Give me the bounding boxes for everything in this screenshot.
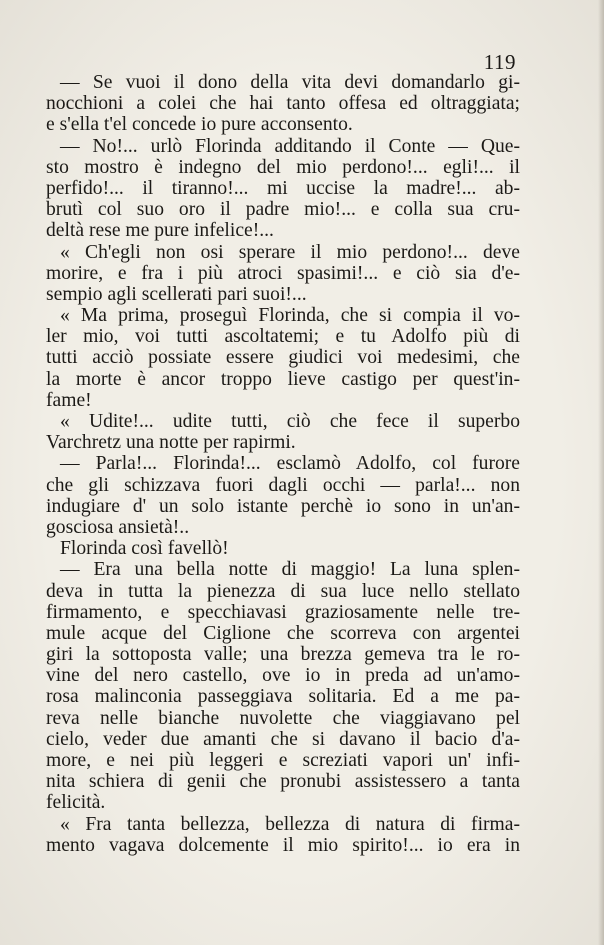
text-line: sempio agli scellerati pari suoi!... [46,283,307,305]
text-line: rosa malinconia passeggiava solitaria. Ed a me pa- [46,686,520,708]
text-line: cielo, veder due amanti che si davano il bacio d'a- [46,728,520,750]
text-line: la morte è ancor troppo lieve castigo per quest'in- [46,368,520,390]
text-line: nita schiera di genii che pronubi assistessero a tanta [46,771,520,793]
text-line: firmamento, e specchiavasi graziosamente nelle tre- [46,601,520,623]
text-line: perfido!... il tiranno!... mi uccise la madre!... ab- [46,177,520,199]
text-line: felicità. [46,792,106,814]
text-line: brutì col suo oro il padre mio!... e colla sua cru- [46,199,520,221]
text-line: indugiare d' un solo istante perchè io sono in un'an- [46,495,520,517]
page-edge-shadow [598,0,604,945]
text-line: Varchretz una notte per rapirmi. [46,432,296,454]
text-line: giri la sottoposta valle; una brezza gemeva tra le ro- [46,644,520,666]
text-line: mento vagava dolcemente il mio spirito!... io era in [46,834,520,856]
text-line: more, e nei più leggeri e screziati vapori un' infi- [46,750,520,771]
text-line: morire, e fra i più atroci spasimi!... e ciò sia d'e- [46,262,520,284]
text-line: Florinda così favellò! [60,538,229,560]
text-line: reva nelle bianche nuvolette che viaggiavano pel [46,707,520,729]
text-line: deltà rese me pure infelice!... [46,220,274,242]
text-line: mule acque del Ciglione che scorreva con argentei [46,622,520,644]
text-line: gosciosa ansietà!.. [46,516,190,538]
text-line: e s'ella t'el concede io pure acconsento. [46,114,353,136]
text-line: ler mio, voi tutti ascoltatemi; e tu Adolfo più di [46,326,520,348]
text-line: tutti acciò possiate essere giudici voi medesimi, che [46,347,520,369]
text-line: vine del nero castello, ove io in preda ad un'amo- [46,665,520,687]
body-text [46,72,520,856]
text-line: deva in tutta la pienezza di sua luce nello stellato [46,580,520,602]
text-line: — Se vuoi il dono della vita devi domandarlo gi- [60,72,520,93]
text-line: « Ch'egli non osi sperare il mio perdono!... deve [60,241,520,263]
page-number: 119 [483,50,516,74]
text-line: — No!... urlò Florinda additando il Conte — Que- [60,135,520,157]
text-line: nocchioni a colei che hai tanto offesa ed oltraggiata; [46,93,520,115]
text-line: « Udite!... udite tutti, ciò che fece il superbo [60,411,520,432]
text-line: fame! [46,389,92,411]
text-line: « Fra tanta bellezza, bellezza di natura di firma- [60,813,520,835]
text-line: — Era una bella notte di maggio! La luna splen- [60,559,520,581]
text-line: sto mostro è indegno del mio perdono!... egli!... il [46,156,520,178]
text-line: — Parla!... Florinda!... esclamò Adolfo, col furore [60,453,520,475]
text-line: « Ma prima, proseguì Florinda, che si compia il vo- [60,305,520,327]
text-line: che gli schizzava fuori dagli occhi — parla!... non [46,474,520,496]
